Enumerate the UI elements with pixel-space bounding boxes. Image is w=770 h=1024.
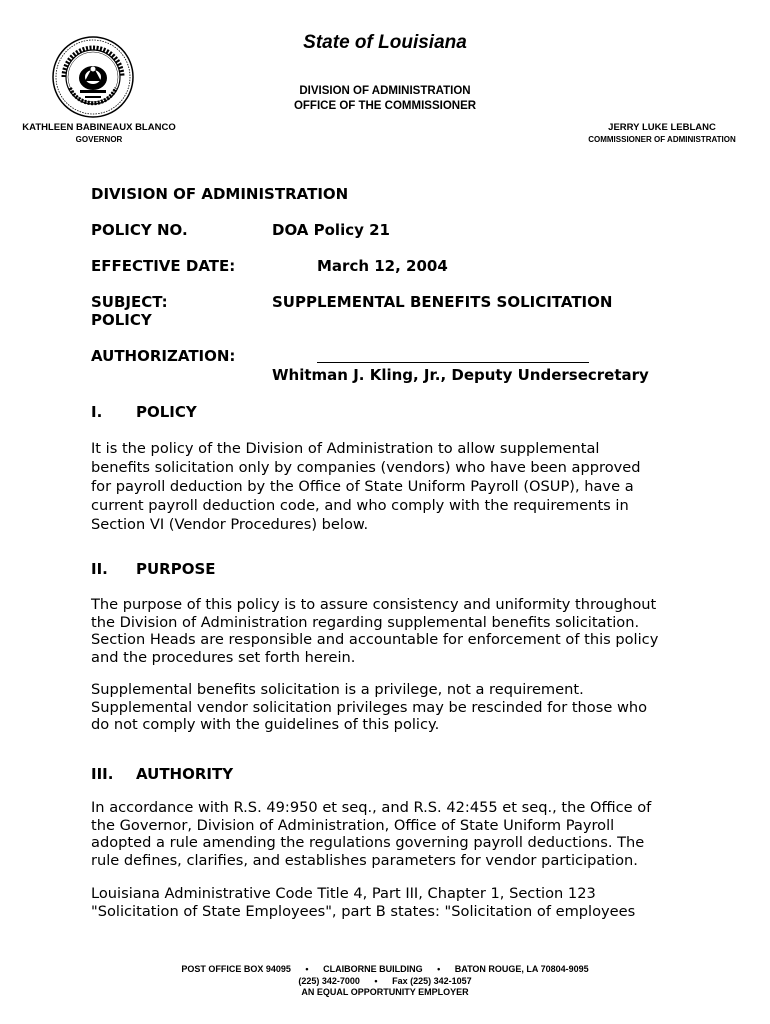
section-purpose-title: PURPOSE xyxy=(136,560,216,578)
text-line: for payroll deduction by the Office of State Uniform Payroll (OSUP), have a xyxy=(91,478,634,495)
effective-date-label: EFFECTIVE DATE: xyxy=(91,257,236,275)
subject-continuation: POLICY xyxy=(91,311,152,329)
commissioner-title: COMMISSIONER OF ADMINISTRATION xyxy=(588,135,736,144)
letterhead-division xyxy=(0,84,770,114)
authority-paragraph-1 xyxy=(91,799,691,869)
signature-line xyxy=(317,362,589,363)
text-line: The purpose of this policy is to assure consistency and uniformity throughout xyxy=(91,596,657,613)
text-line: Supplemental benefits solicitation is a privilege, not a requirement. xyxy=(91,681,584,698)
footer-city: BATON ROUGE, LA 70804-9095 xyxy=(454,964,589,974)
section-authority-title: AUTHORITY xyxy=(136,765,234,783)
text-line: the Governor, Division of Administration, Office of State Uniform Payroll xyxy=(91,816,615,834)
text-line: Section VI (Vendor Procedures) below. xyxy=(91,516,369,533)
office-line: OFFICE OF THE COMMISSIONER xyxy=(293,100,477,112)
footer-fax: Fax (225) 342-1057 xyxy=(392,975,472,986)
footer-phone: (225) 342-7000 xyxy=(298,975,360,986)
policy-heading: DIVISION OF ADMINISTRATION xyxy=(91,185,349,203)
text-line: Section Heads are responsible and accountable for enforcement of this policy xyxy=(91,631,659,648)
division-line: DIVISION OF ADMINISTRATION xyxy=(299,85,471,97)
policy-no-value: DOA Policy 21 xyxy=(272,221,390,239)
text-line: rule defines, clarifies, and establishes parameters for vendor participation. xyxy=(91,851,638,869)
bullet-separator: • xyxy=(374,975,378,986)
section-policy-title: POLICY xyxy=(136,403,197,421)
text-line: do not comply with the guidelines of this policy. xyxy=(91,716,440,733)
text-line: In accordance with R.S. 49:950 et seq., and R.S. 42:455 et seq., the Office of xyxy=(91,799,652,816)
text-line: Louisiana Administrative Code Title 4, Part III, Chapter 1, Section 123 xyxy=(91,885,596,902)
subject-value: SUPPLEMENTAL BENEFITS SOLICITATION xyxy=(272,293,613,311)
section-authority-number: III. xyxy=(91,765,114,783)
governor-name: KATHLEEN BABINEAUX BLANCO xyxy=(22,122,176,133)
text-line: current payroll deduction code, and who comply with the requirements in xyxy=(91,497,629,514)
commissioner-name: JERRY LUKE LEBLANC xyxy=(608,122,716,133)
text-line: the Division of Administration regarding supplemental benefits solicitation. xyxy=(91,613,640,631)
bullet-separator: • xyxy=(437,964,441,974)
commissioner-block xyxy=(572,122,752,146)
footer-eoe: AN EQUAL OPPORTUNITY EMPLOYER xyxy=(301,987,469,997)
effective-date-value: March 12, 2004 xyxy=(317,257,448,275)
authorization-label: AUTHORIZATION: xyxy=(91,347,236,365)
state-title: State of Louisiana xyxy=(303,32,467,53)
text-line: It is the policy of the Division of Administration to allow supplemental xyxy=(91,440,600,457)
purpose-paragraph-2 xyxy=(91,681,691,734)
footer-phone-line xyxy=(0,976,770,988)
policy-no-label: POLICY NO. xyxy=(91,221,188,239)
text-line: adopted a rule amending the regulations governing payroll deductions. The xyxy=(91,834,645,851)
text-line: "Solicitation of State Employees", part B states: "Solicitation of employees xyxy=(91,902,636,920)
governor-title: GOVERNOR xyxy=(75,135,123,144)
bullet-separator: • xyxy=(305,964,309,974)
text-line: benefits solicitation only by companies (vendors) who have been approved xyxy=(91,459,641,476)
footer-building: CLAIBORNE BUILDING xyxy=(323,964,423,974)
policy-paragraph xyxy=(91,439,691,534)
purpose-paragraph-1 xyxy=(91,596,691,666)
section-policy-number: I. xyxy=(91,403,103,421)
text-line: Supplemental vendor solicitation privileges may be rescinded for those who xyxy=(91,698,648,716)
authority-paragraph-2 xyxy=(91,885,691,920)
authorization-value: Whitman J. Kling, Jr., Deputy Undersecretary xyxy=(272,366,649,384)
footer xyxy=(0,964,770,999)
section-purpose-number: II. xyxy=(91,560,108,578)
subject-label: SUBJECT: xyxy=(91,293,168,311)
text-line: and the procedures set forth herein. xyxy=(91,648,356,666)
footer-po-box: POST OFFICE BOX 94095 xyxy=(181,964,291,974)
governor-block xyxy=(14,122,184,146)
footer-address-line xyxy=(0,964,770,976)
